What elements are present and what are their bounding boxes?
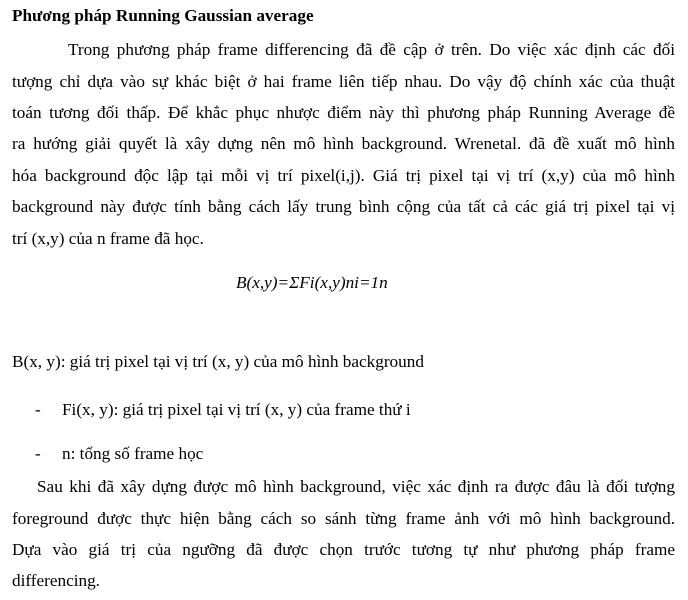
- bullet-text-n: n: tổng số frame học: [62, 444, 204, 463]
- paragraph-intro-line-7: trí (x,y) của n frame đã học.: [12, 229, 204, 248]
- formula: B(x,y)=ΣFi(x,y)ni=1n: [236, 273, 388, 292]
- paragraph-intro-line-1: Trong phương pháp frame differencing đã đề cập ở trên. Do việc xác định các đối: [68, 40, 675, 59]
- paragraph-intro-line-6: background này được tính bằng cách lấy trung bình cộng của tất cả các giá trị pixel tại vị: [12, 197, 675, 216]
- definition-b: B(x, y): giá trị pixel tại vị trí (x, y) của mô hình background: [12, 352, 424, 371]
- paragraph-intro-line-5: hóa background độc lập tại mỗi vị trí pixel(i,j). Giá trị pixel tại vị trí (x,y) của mô hình: [12, 166, 675, 185]
- paragraph-intro-line-2: tượng chỉ dựa vào sự khác biệt ở hai frame liên tiếp nhau. Do vậy độ chính xác của thuật: [12, 72, 675, 91]
- paragraph-intro-line-4: ra hướng giải quyết là xây dựng nên mô hình background. Wrenetal. đã đề xuất mô hình: [12, 134, 675, 153]
- paragraph-foreground-line-4: differencing.: [12, 571, 100, 590]
- bullet-dash: -: [35, 400, 41, 419]
- paragraph-intro-line-3: toán tương đối thấp. Để khắc phục nhược điểm này thì phương pháp Running Average đề: [12, 103, 675, 122]
- bullet-dash: -: [35, 444, 41, 463]
- paragraph-foreground-line-2: foreground được thực hiện bằng cách so sánh từng frame ảnh với mô hình background.: [12, 509, 675, 528]
- bullet-text-fi: Fi(x, y): giá trị pixel tại vị trí (x, y) của frame thứ i: [62, 400, 411, 419]
- section-heading: Phương pháp Running Gaussian average: [12, 6, 314, 25]
- paragraph-foreground-line-1: Sau khi đã xây dựng được mô hình background, việc xác định ra được đâu là đối tượng: [37, 477, 675, 496]
- paragraph-foreground-line-3: Dựa vào giá trị của ngưỡng đã được chọn trước tương tự như phương pháp frame: [12, 540, 675, 559]
